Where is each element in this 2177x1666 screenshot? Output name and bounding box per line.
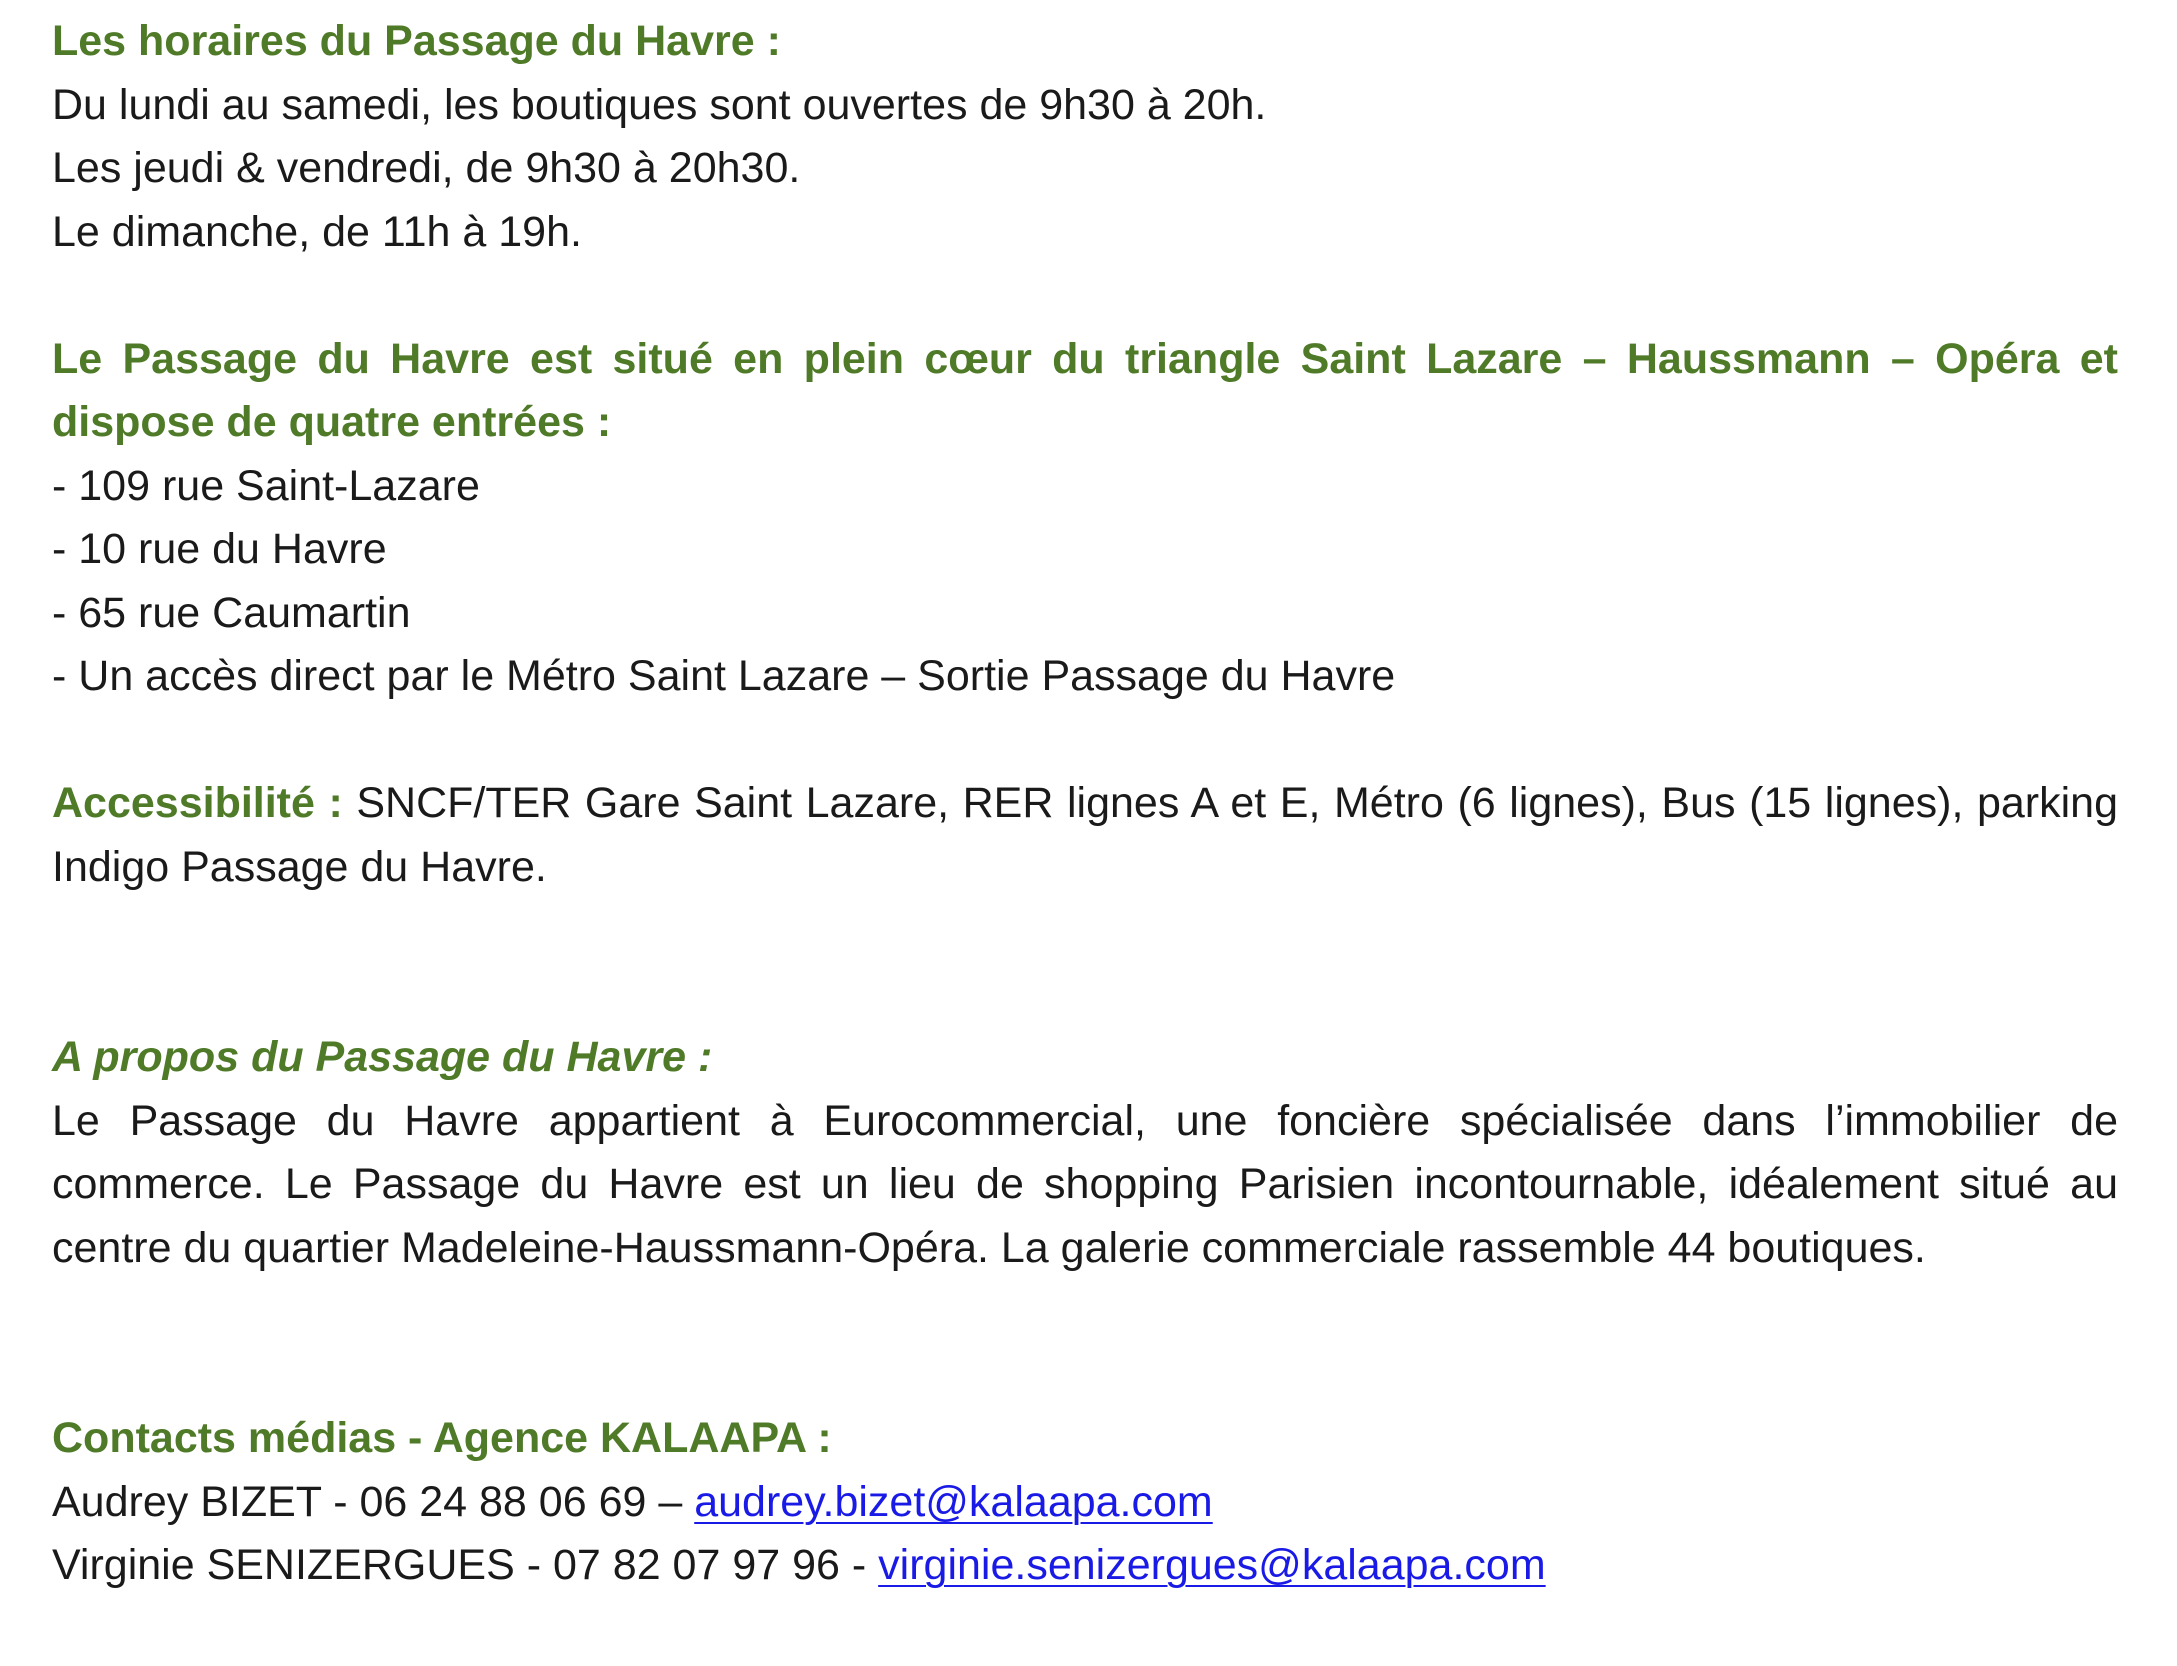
contact-line xyxy=(52,1471,2118,1535)
location-section xyxy=(52,328,2118,709)
hours-heading: Les horaires du Passage du Havre : xyxy=(52,17,781,65)
accessibility-text: SNCF/TER Gare Saint Lazare, RER lignes A et E, Métro (6 lignes), Bus (15 lignes), parking Indigo Passage du Havre. xyxy=(52,779,2118,891)
entrance-item: - 10 rue du Havre xyxy=(52,525,387,573)
contact-email-link[interactable]: audrey.bizet@kalaapa.com xyxy=(694,1477,1213,1526)
accessibility-paragraph xyxy=(52,772,2118,899)
contacts-heading: Contacts médias - Agence KALAAPA : xyxy=(52,1414,832,1462)
contact-email-link[interactable]: virginie.senizergues@kalaapa.com xyxy=(878,1541,1546,1589)
spacer xyxy=(52,264,2118,328)
about-paragraph: Le Passage du Havre appartient à Eurocommercial, une foncière spécialisée dans l’immobilier de commerce. Le Passage du Havre est un lieu de shopping Parisien incontournable, idéalement situé au centre du quartier Madeleine-Haussmann-Opéra. La galerie commerciale rassemble 44 boutiques. xyxy=(52,1096,2118,1272)
contact-name-phone: Audrey BIZET - 06 24 88 06 69 – xyxy=(52,1477,695,1526)
entrance-item: - 109 rue Saint-Lazare xyxy=(52,461,480,510)
about-heading: A propos du Passage du Havre : xyxy=(52,1033,713,1081)
location-heading: Le Passage du Havre est situé en plein cœur du triangle Saint Lazare – Haussmann – Opéra et dispose de quatre entrées : xyxy=(52,334,2118,446)
hours-line-thu-fri: Les jeudi & vendredi, de 9h30 à 20h30. xyxy=(52,144,801,192)
hours-line-weekdays: Du lundi au samedi, les boutiques sont ouvertes de 9h30 à 20h. xyxy=(52,80,1267,129)
contacts-section xyxy=(52,1407,2118,1598)
entrance-item: - 65 rue Caumartin xyxy=(52,588,411,637)
contact-line xyxy=(52,1534,2118,1598)
spacer xyxy=(52,899,2118,1026)
entrance-item: - Un accès direct par le Métro Saint Lazare – Sortie Passage du Havre xyxy=(52,652,1396,700)
hours-section xyxy=(52,10,2118,264)
accessibility-label: Accessibilité : xyxy=(52,779,343,827)
document-page xyxy=(52,10,2118,1598)
hours-line-sunday: Le dimanche, de 11h à 19h. xyxy=(52,207,582,256)
contact-name-phone: Virginie SENIZERGUES - 07 82 07 97 96 - xyxy=(52,1541,879,1589)
accessibility-section xyxy=(52,772,2118,899)
about-section xyxy=(52,1026,2118,1280)
spacer xyxy=(52,1280,2118,1407)
spacer xyxy=(52,709,2118,773)
